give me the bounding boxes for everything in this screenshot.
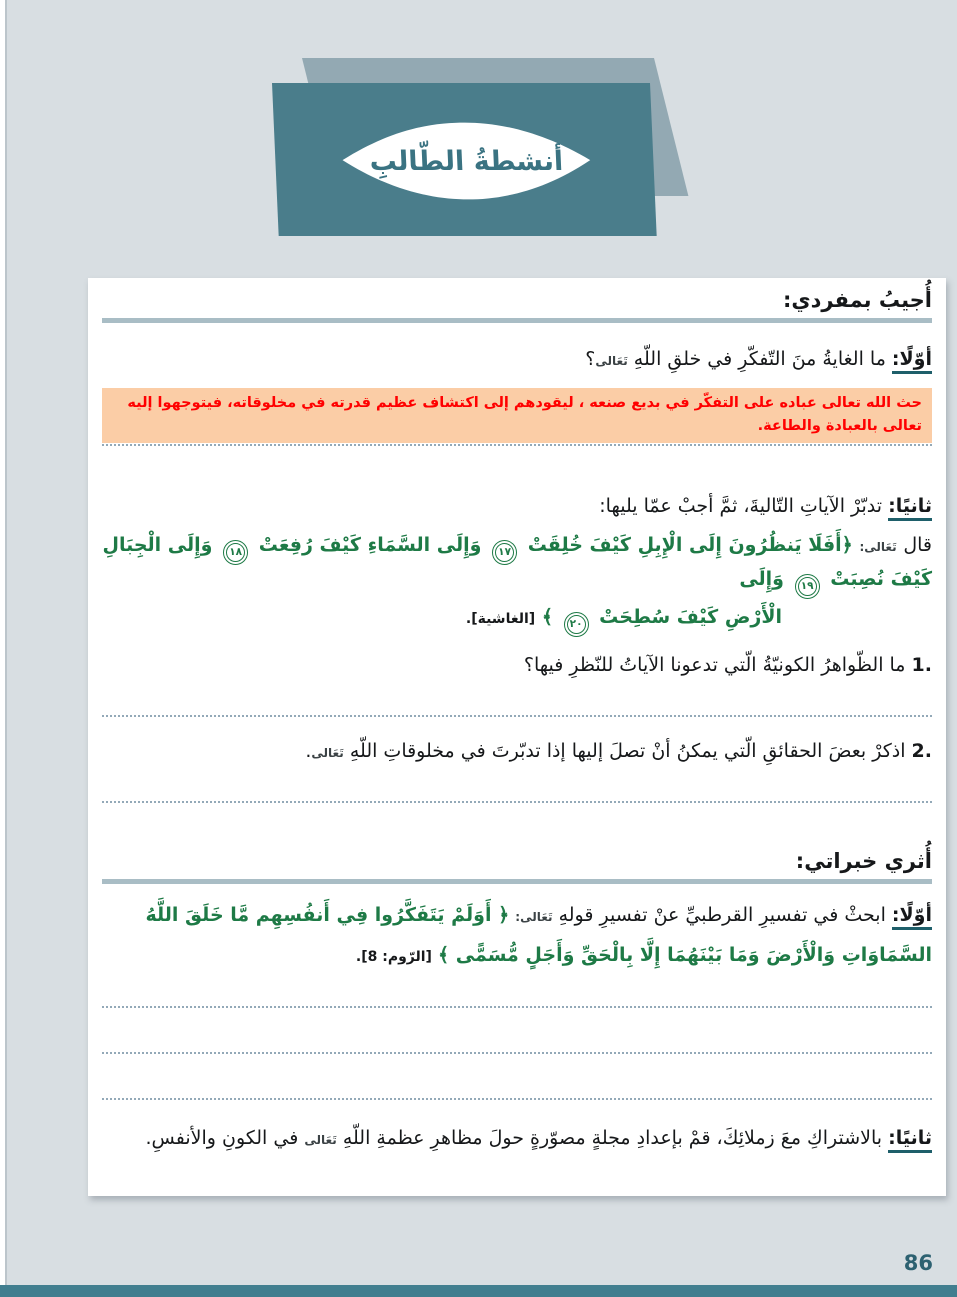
content-card bbox=[88, 278, 946, 1196]
double-rule bbox=[102, 318, 932, 323]
quran-verse-ghashiya-line2 bbox=[102, 600, 932, 634]
answer-line bbox=[102, 1006, 932, 1008]
banner-front-shape bbox=[272, 83, 657, 236]
taala-mark: تَعَالى: bbox=[515, 910, 553, 925]
page-number: 86 bbox=[903, 1251, 933, 1275]
sub-question-1-number: 1. bbox=[911, 653, 932, 676]
question-first bbox=[102, 343, 932, 375]
sub-question-2-end: . bbox=[305, 739, 312, 762]
quran-verse-rum: ﴿ أَوَلَمْ يَتَفَكَّرُوا فِي أَنفُسِهِم مَّا خَلَقَ اللَّهُ السَّمَاوَاتِ وَالْأَرْضَ وَمَا بَيْنَهُمَا إِلَّا بِالْحَقِّ وَأَجَلٍ مُّسَمًّى ﴾ bbox=[145, 904, 932, 967]
section-heading-answer-alone: أُجيبُ بمفردي: bbox=[782, 288, 932, 312]
answer-line bbox=[102, 1052, 932, 1054]
label-first: أوّلًا: bbox=[892, 904, 932, 930]
enrich-second-task bbox=[102, 1122, 932, 1154]
students-activities-banner bbox=[262, 55, 702, 240]
question-first-text: ما الغايةُ منَ التّفكّرِ في خلقِ اللّهِ bbox=[633, 348, 886, 370]
banner-title-calligraphy: أنشطةُ الطّالبِ bbox=[368, 145, 564, 177]
sub-question-2-number: 2. bbox=[911, 739, 932, 762]
question-second-text: تدبّرْ الآياتِ التّاليةَ، ثمَّ أجبْ عمّا يليها: bbox=[599, 494, 883, 517]
taala-mark: تَعَالى: bbox=[859, 539, 897, 554]
enrich-first-text: ابحثْ في تفسيرِ القرطبيِّ عنْ تفسيرِ قولهِ bbox=[558, 904, 886, 927]
sub-question-1-text: ما الظّواهرُ الكونيّةُ الّتي تدعونا الآياتُ للنّظرِ فيها؟ bbox=[523, 653, 906, 676]
question-second bbox=[102, 490, 932, 522]
section-heading-enrich: أُثري خبراتي: bbox=[795, 849, 932, 874]
page-left-margin-strip bbox=[0, 0, 7, 1297]
enrich-second-end: في الكونِ والأنفسِ. bbox=[145, 1126, 305, 1149]
answer-line bbox=[102, 1098, 932, 1100]
taala-mark: تَعَالى bbox=[304, 1132, 337, 1147]
ayah-number-ornament: ١٨ bbox=[226, 543, 245, 562]
sub-question-1 bbox=[102, 649, 932, 681]
label-second: ثانيًا: bbox=[888, 1127, 932, 1153]
sub-question-2-text: اذكرْ بعضَ الحقائقِ الّتي يمكنُ أنْ تصلَ إليها إذا تدبّرتَ في مخلوقاتِ اللّهِ bbox=[349, 739, 906, 762]
page-bottom-bar bbox=[0, 1285, 957, 1297]
verse-citation: [الغاشية]. bbox=[465, 611, 536, 628]
verse-citation: [الرّوم: 8]. bbox=[355, 949, 432, 966]
answer-line bbox=[102, 715, 932, 717]
ayah-number-ornament: ٢٠ bbox=[567, 615, 586, 634]
enrich-second-text: بالاشتراكِ معَ زملائِكَ، قمْ بإعدادِ مجلةٍ مصوّرةٍ حولَ مظاهرِ عظمةِ اللّهِ bbox=[342, 1126, 883, 1149]
taala-mark: تَعَالى bbox=[311, 745, 344, 760]
answer-line bbox=[102, 801, 932, 803]
answer-line bbox=[102, 444, 932, 446]
handwritten-answer-highlight: حث الله تعالى عباده على التفكّر في بديع صنعه ، ليقودهم إلى اكتشاف عظيم قدرته في مخلوقاته، فيتوجهوا إليه تعالى بالعبادة والطاعة. bbox=[102, 388, 932, 442]
verse-text: ﴿أَفَلَا يَنظُرُونَ إِلَى الْإِبِلِ كَيْفَ خُلِقَتْ ١٧ وَإِلَى السَّمَاءِ كَيْفَ رُفِعَتْ ١٨ وَإِلَى الْجِبَالِ كَيْفَ نُصِبَتْ ١٩ وَإِلَى bbox=[102, 534, 932, 590]
label-second: ثانيًا: bbox=[888, 495, 932, 521]
sub-question-2 bbox=[102, 735, 932, 767]
ayah-number-ornament: ١٧ bbox=[495, 543, 514, 562]
taala-mark: تَعَالى bbox=[595, 354, 628, 368]
verse-intro: قال bbox=[903, 533, 932, 556]
ayah-number-ornament: ١٩ bbox=[798, 577, 817, 596]
enrich-first-task bbox=[102, 896, 932, 976]
question-first-mark: ؟ bbox=[585, 348, 596, 370]
double-rule bbox=[102, 879, 932, 884]
label-first: أوّلًا: bbox=[892, 348, 932, 374]
verse-text: الْأَرْضِ كَيْفَ سُطِحَتْ ٢٠ ﴾ bbox=[542, 606, 782, 628]
quran-verse-ghashiya-line1 bbox=[102, 528, 932, 596]
